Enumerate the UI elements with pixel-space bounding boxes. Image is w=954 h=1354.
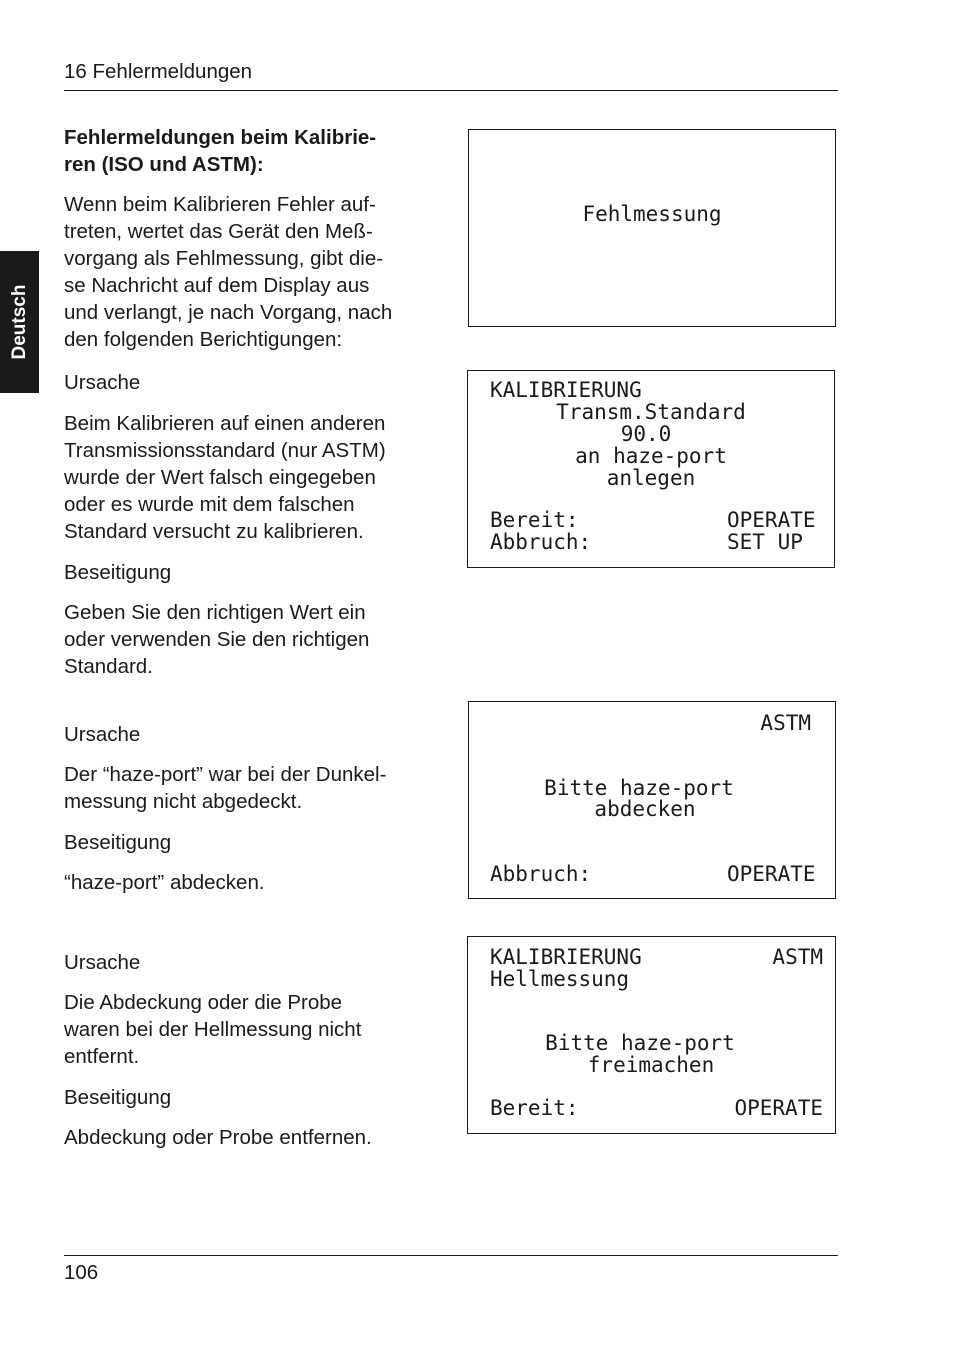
text-line: treten, wertet das Gerät den Meß- — [64, 220, 373, 243]
text-line: Abdeckung oder Probe entfernen. — [64, 1126, 372, 1149]
display-cancel-label: Abbruch: — [490, 862, 592, 886]
display-fehlmessung — [468, 129, 836, 327]
cause-heading: Ursache — [64, 951, 141, 974]
display-title: KALIBRIERUNG — [490, 378, 642, 402]
language-side-tab — [0, 251, 39, 393]
text-line: Geben Sie den richtigen Wert ein — [64, 601, 366, 624]
text-line: Die Abdeckung oder die Probe — [64, 991, 343, 1014]
display-line: abdecken — [594, 797, 696, 821]
fix-heading: Beseitigung — [64, 561, 172, 584]
page-number: 106 — [64, 1261, 99, 1284]
display-line: anlegen — [606, 466, 696, 490]
display-line: freimachen — [587, 1053, 715, 1077]
text-line: oder es wurde mit dem falschen — [64, 493, 355, 516]
text-line: waren bei der Hellmessung nicht — [64, 1018, 362, 1041]
text-line: Transmissionsstandard (nur ASTM) — [64, 439, 386, 462]
display-ready-key: OPERATE — [727, 508, 816, 532]
display-kalibrierung-transmission — [467, 370, 835, 568]
display-hellmessung — [467, 936, 836, 1134]
heading-line: ren (ISO und ASTM): — [64, 153, 264, 176]
display-title: KALIBRIERUNG — [490, 945, 642, 969]
fix-heading: Beseitigung — [64, 831, 172, 854]
footer-rule — [64, 1255, 838, 1256]
intro-heading — [64, 124, 434, 178]
text-line: Der “haze-port” war bei der Dunkel- — [64, 763, 387, 786]
text-line: den folgenden Berichtigungen: — [64, 328, 343, 351]
text-line: Wenn beim Kalibrieren Fehler auf- — [64, 193, 376, 216]
display-line: Bitte haze-port — [544, 776, 734, 800]
display-ready-label: Bereit: — [490, 508, 579, 532]
text-line: entfernt. — [64, 1045, 140, 1068]
intro-body — [64, 191, 434, 353]
display-mode: ASTM — [760, 711, 811, 735]
fix-text — [64, 869, 434, 896]
text-line: “haze-port” abdecken. — [64, 871, 265, 894]
text-line: oder verwenden Sie den richtigen — [64, 628, 370, 651]
cause-text — [64, 989, 434, 1070]
fix-text — [64, 599, 434, 680]
page-header-title: 16 Fehlermeldungen — [64, 60, 253, 83]
display-subtitle: Hellmessung — [490, 967, 630, 991]
display-value: 90.0 — [620, 422, 672, 446]
display-line: Bitte haze-port — [545, 1031, 735, 1055]
display-line: Transm.Standard — [556, 400, 746, 424]
heading-line: Fehlermeldungen beim Kalibrie- — [64, 126, 377, 149]
text-line: vorgang als Fehlmessung, gibt die- — [64, 247, 384, 270]
side-tab-label: Deutsch — [8, 284, 30, 360]
cause-text — [64, 410, 434, 545]
text-line: wurde der Wert falsch eingegeben — [64, 466, 376, 489]
text-line: und verlangt, je nach Vorgang, nach — [64, 301, 393, 324]
cause-heading: Ursache — [64, 723, 141, 746]
header-rule — [64, 90, 838, 91]
text-line: Standard. — [64, 655, 153, 678]
display-haze-port-abdecken — [468, 701, 836, 899]
fix-heading: Beseitigung — [64, 1086, 172, 1109]
display-cancel-label: Abbruch: — [490, 530, 592, 554]
intro-block — [64, 124, 434, 353]
display-mode: ASTM — [772, 945, 823, 969]
display-ready-label: Bereit: — [490, 1096, 579, 1120]
text-line: se Nachricht auf dem Display aus — [64, 274, 370, 297]
display-line: an haze-port — [575, 444, 727, 468]
text-line: Standard versucht zu kalibrieren. — [64, 520, 364, 543]
text-line: Beim Kalibrieren auf einen anderen — [64, 412, 386, 435]
display-ready-key: OPERATE — [734, 1096, 823, 1120]
display-cancel-key: OPERATE — [727, 862, 816, 886]
display-cancel-key: SET UP — [727, 530, 803, 554]
fix-text — [64, 1124, 434, 1151]
cause-heading: Ursache — [64, 371, 141, 394]
text-line: messung nicht abgedeckt. — [64, 790, 303, 813]
display-message: Fehlmessung — [582, 202, 722, 226]
cause-text — [64, 761, 434, 815]
